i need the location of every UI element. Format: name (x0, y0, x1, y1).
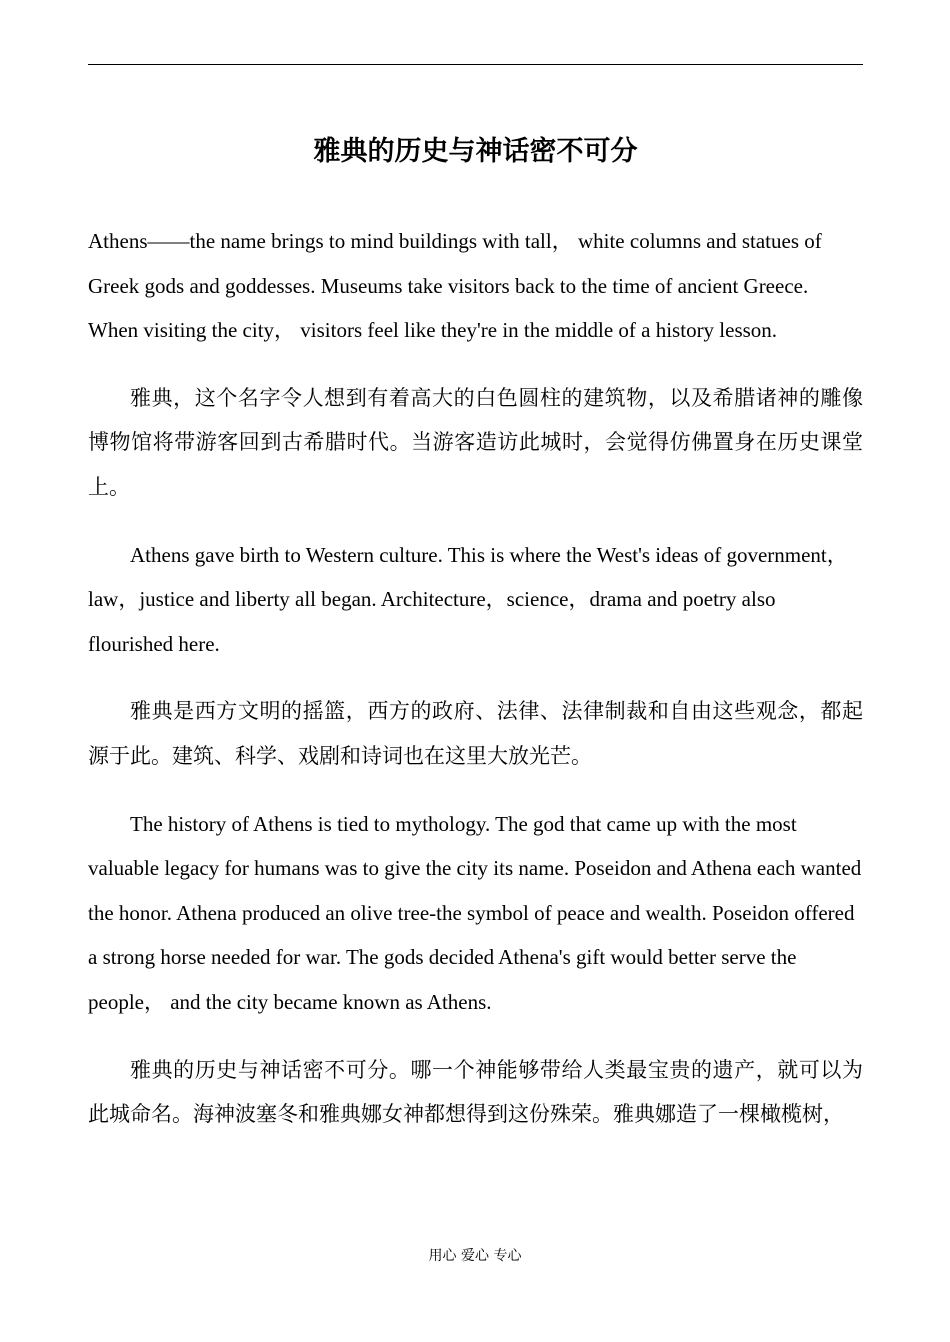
document-body (88, 219, 863, 1137)
page-footer: 用心 爱心 专心 (428, 1248, 522, 1264)
paragraph-en-1: Athens——the name brings to mind buildings with tall， white columns and statues of Greek gods and goddesses. Museums take visitors back to the time of ancient Greece. When visiting the city， visitors feel like they're in the middle of a history lesson. (88, 229, 822, 343)
paragraph-zh-1: 雅典，这个名字令人想到有着高大的白色圆柱的建筑物，以及希腊诸神的雕像博物馆将带游客回到古希腊时代。当游客造访此城时，会觉得仿佛置身在历史课堂上。 (88, 385, 863, 499)
paragraph-en-2: Athens gave birth to Western culture. This is where the West's ideas of government，law，justice and liberty all began. Architecture，science，drama and poetry also flourished here. (88, 542, 848, 656)
page-title: 雅典的历史与神话密不可分 (313, 136, 638, 167)
paragraph-zh-3: 雅典的历史与神话密不可分。哪一个神能够带给人类最宝贵的遗产，就可以为此城命名。海神波塞冬和雅典娜女神都想得到这份殊荣。雅典娜造了一棵橄榄树， (88, 1057, 863, 1127)
paragraph-zh-2: 雅典是西方文明的摇篮，西方的政府、法律、法律制裁和自由这些观念，都起源于此。建筑、科学、戏剧和诗词也在这里大放光芒。 (88, 699, 863, 768)
paragraph-en-3: The history of Athens is tied to mythology. The god that came up with the most valuable legacy for humans was to give the city its name. Poseidon and Athena each wanted the honor. Athena produced an olive tree-the symbol of peace and wealth. Poseidon offered a strong horse needed for war. The gods decided Athena's gift would better serve the people， and the city became known as Athens. (88, 811, 862, 1014)
header-rule (88, 64, 863, 65)
